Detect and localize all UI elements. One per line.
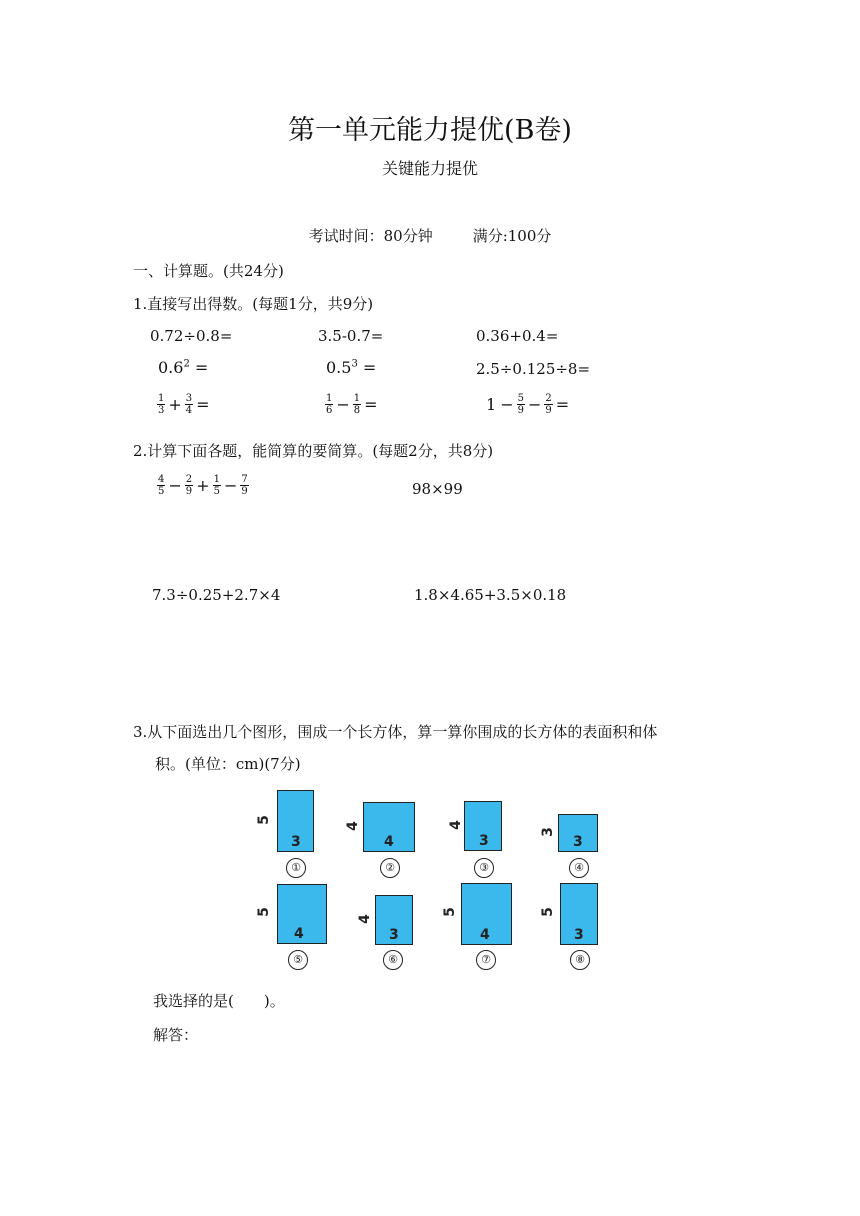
bottom-label: 4 [294,926,304,942]
page-subtitle: 关键能力提优 [381,159,478,178]
shape-number: ⑦ [476,950,496,970]
side-label: 4 [447,820,464,830]
exam-score: 满分:100分 [472,227,552,245]
bottom-label: 3 [479,833,489,849]
shape-number: ④ [569,858,589,878]
side-label: 3 [539,827,556,837]
equals-sign: = [362,358,377,377]
section-heading: 一、计算题。(共24分) [133,262,284,280]
bottom-label: 3 [573,834,583,850]
fraction: $\frac{1}{3}$ [158,393,165,416]
power-base: 0.6 [158,358,184,377]
exam-meta [0,225,860,246]
bottom-label: 4 [480,927,490,943]
exam-time: 考试时间：80分钟 [308,227,433,245]
page-title: 第一单元能力提优(B卷) [288,115,572,146]
fraction: $\frac{1}{5}$ [213,474,220,497]
bottom-label: 3 [574,927,584,943]
bottom-label: 4 [384,834,394,850]
q2-expression-4: 1.8×4.65+3.5×0.18 [414,586,567,604]
fraction: $\frac{7}{9}$ [241,474,248,497]
side-label: 5 [255,907,272,917]
shape-figures [255,780,605,970]
power-base: 0.5 [326,358,352,377]
side-label: 4 [356,914,373,924]
fraction: $\frac{1}{6}$ [326,393,333,416]
q1-power-item [326,358,376,377]
power-exponent: 2 [183,358,190,370]
shape-number: ③ [474,858,494,878]
q1-power-item [158,358,208,377]
fraction: $\frac{1}{8}$ [353,393,361,416]
q1-item: 2.5÷0.125÷8= [476,360,591,378]
side-label: 4 [344,821,361,831]
shape-number: ② [380,858,400,878]
side-label: 5 [539,907,556,917]
question-2-heading: 2.计算下面各题，能简算的要简算。(每题2分，共8分) [133,442,494,460]
q2-expression-2: 98×99 [412,480,463,498]
bottom-label: 3 [291,834,301,850]
fraction: $\frac{4}{5}$ [158,474,165,497]
shape-number: ⑧ [570,950,590,970]
q1-fraction-item: $\frac{1}{3}$ + $\frac{3}{4}$ = [158,393,210,416]
q2-expression-1: $\frac{4}{5}$ − $\frac{2}{9}$ + $\frac{1}{5}$ − $\frac{7}{9}$ [158,474,248,497]
q1-item: 0.36+0.4= [476,327,559,345]
question-3-heading: 3.从下面选出几个图形，围成一个长方体，算一算你围成的长方体的表面积和体 [133,723,658,741]
bottom-label: 3 [389,927,399,943]
power-exponent: 3 [351,358,358,370]
q2-expression-3: 7.3÷0.25+2.7×4 [152,586,281,604]
fraction: $\frac{2}{9}$ [185,474,193,497]
shape-number: ① [286,858,306,878]
q1-fraction-item: $\frac{1}{6}$ − $\frac{1}{8}$ = [326,393,378,416]
side-label: 5 [255,815,272,825]
side-label: 5 [441,907,458,917]
q1-fraction-item: 1 − $\frac{5}{9}$ − $\frac{2}{9}$ = [486,393,570,416]
question-1-heading: 1.直接写出得数。(每题1分，共9分) [133,295,374,313]
q1-item: 3.5-0.7= [318,327,384,345]
equals-sign: = [194,358,209,377]
fraction: $\frac{5}{9}$ [517,393,524,416]
answer-label: 解答： [153,1026,199,1044]
q1-item: 0.72÷0.8= [150,327,233,345]
fraction: $\frac{2}{9}$ [545,393,552,416]
shape-number: ⑥ [383,950,403,970]
choice-line: 我选择的是( )。 [153,992,285,1010]
question-3-heading-cont: 积。(单位：cm)(7分) [155,755,301,773]
shape-number: ⑤ [288,950,308,970]
fraction: $\frac{3}{4}$ [185,393,193,416]
